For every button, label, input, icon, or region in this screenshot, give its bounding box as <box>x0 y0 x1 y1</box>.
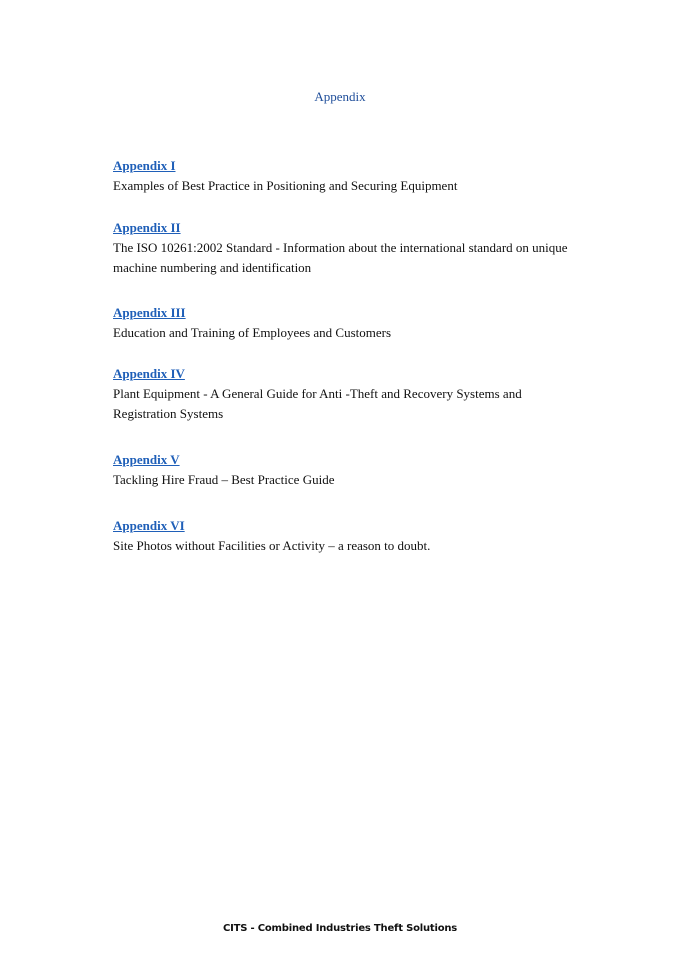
appendix-6-description: Site Photos without Facilities or Activity – a reason to doubt. <box>113 538 431 553</box>
appendix-1-description: Examples of Best Practice in Positioning and Securing Equipment <box>113 178 458 193</box>
appendix-3-link[interactable]: Appendix III <box>113 305 186 320</box>
appendix-4-description: Plant Equipment - A General Guide for Anti -Theft and Recovery Systems and Registration Systems <box>113 386 522 421</box>
appendix-entry-5 <box>113 449 583 490</box>
appendix-entry-2 <box>113 217 583 278</box>
appendix-entry-4 <box>113 363 583 424</box>
appendix-6-link[interactable]: Appendix VI <box>113 518 185 533</box>
appendix-2-link[interactable]: Appendix II <box>113 220 181 235</box>
appendix-entry-6 <box>113 515 583 556</box>
page-title: Appendix <box>314 89 366 104</box>
appendix-3-description: Education and Training of Employees and Customers <box>113 325 392 340</box>
appendix-entry-3 <box>113 302 583 343</box>
appendix-1-link[interactable]: Appendix I <box>113 158 176 173</box>
appendix-2-description: The ISO 10261:2002 Standard - Information about the international standard on unique machine numbering and identification <box>113 240 568 275</box>
appendix-4-link[interactable]: Appendix IV <box>113 366 185 381</box>
appendix-5-link[interactable]: Appendix V <box>113 452 180 467</box>
appendix-entry-1 <box>113 155 457 196</box>
page-footer: CITS - Combined Industries Theft Solutions <box>222 923 458 934</box>
appendix-5-description: Tackling Hire Fraud – Best Practice Guide <box>113 472 335 487</box>
